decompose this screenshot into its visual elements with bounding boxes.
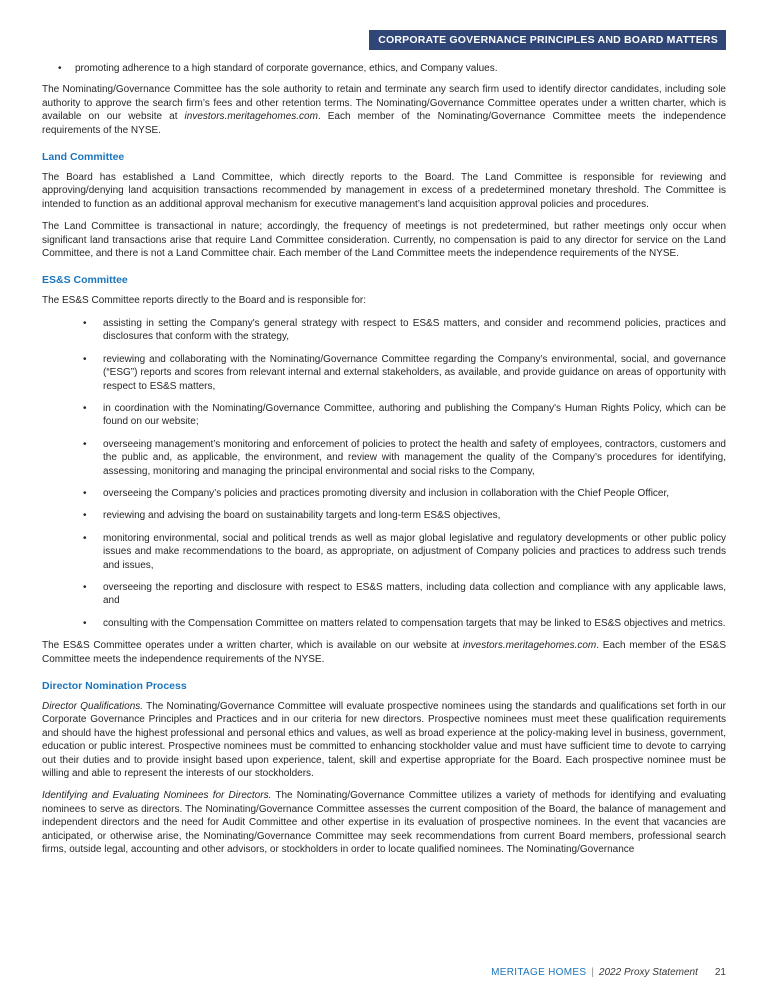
footer-page-number: 21 (714, 967, 726, 978)
paragraph-text: The ES&S Committee operates under a written charter, which is available on our website at (42, 640, 463, 652)
land-committee-paragraph: The Land Committee is transactional in nature; accordingly, the frequency of meetings is not predetermined, but rather meetings only occur when significant land transactions arise that require Land Committee consideration. Currently, no compensation is paid to any director for service on the Land Committee, and there is not a Land Committee chair. Each member of the Land Committee meets the independence requirements of the NYSE. (42, 221, 726, 260)
ess-responsibilities-list (42, 317, 726, 630)
bullet-item: • assisting in setting the Company's general strategy with respect to ES&S matters, and consider and recommend policies, practices and disclosures that conform with the strategy, (42, 317, 726, 344)
page-footer (491, 967, 726, 978)
bullet-item: • monitoring environmental, social and political trends as well as major global legislative and regulatory developments or other public policy issues and make recommendations to the board, as appropriate, on adjustment of Company policies and practices to address such trends and issues, (42, 532, 726, 572)
land-committee-paragraph: The Board has established a Land Committee, which directly reports to the Board. The Land Committee is responsible for reviewing and approving/denying land acquisition transactions recommended by management in excess of a predetermined monetary threshold. The Committee is intended to function as an additional approval mechanism for executive management’s land acquisition approval policies and procedures. (42, 172, 726, 210)
bullet-item: • overseeing the reporting and disclosure with respect to ES&S matters, including data collection and compliance with any applicable laws, and (42, 581, 726, 608)
footer-brand: MERITAGE HOMES (491, 967, 587, 978)
paragraph-text: The Nominating/Governance Committee will evaluate prospective nominees using the standards and qualifications set forth in our Corporate Governance Principles and Practices and in our criteria for new directors. Prospective nominees must meet these qualification requirements and should have the highest professional and personal ethics and values, as well as broad experience at the policy-making level in business, government, education or public interest. Prospective nominees must be committed to enhancing stockholder value and must have sufficient time to devote to carrying out their duties and to provide insight based upon experience, talent, skill and expertise appropriate for the Board. Each prospective nominee must be willing and able to represent the interests of our stockholders. (42, 701, 726, 780)
paragraph-text: The Nominating/Governance Committee has the sole authority to retain and terminate any search firm used to identify director candidates, including sole authority to approve the search firm’s fees and other retention terms. The Nominating/Governance Committee operates under a written charter, which is available on our website at (42, 84, 726, 123)
page-content (42, 30, 726, 865)
paragraph-lead-in: Identifying and Evaluating Nominees for Directors. (42, 790, 272, 802)
nominating-committee-paragraph (42, 83, 726, 137)
ess-intro-text: The ES&S Committee reports directly to the Board and is responsible for: (42, 295, 367, 307)
bullet-item: • overseeing management’s monitoring and enforcement of policies to protect the health and safety of employees, contractors, customers and the public and, as applicable, the environment, and review with management the quality of the Company’s procedures for identifying, assessing, monitoring and managing the principal environmental and social risks to the Company, (42, 438, 726, 478)
bullet-item: • reviewing and collaborating with the Nominating/Governance Committee regarding the Company’s environmental, social, and governance (“ESG”) reports and scores from relevant internal and external stakeholders, as available, and provide guidance on areas of opportunity with respect to ES&S matters, (42, 353, 726, 393)
bullet-item: • reviewing and advising the board on sustainability targets and long-term ES&S objectives, (42, 509, 726, 522)
identifying-nominees-paragraph (42, 789, 726, 856)
ess-committee-heading: ES&S Committee (42, 274, 128, 287)
website-url: investors.meritagehomes.com (462, 640, 597, 652)
website-url: investors.meritagehomes.com (184, 111, 318, 123)
ess-closing-paragraph (42, 639, 726, 666)
land-committee-heading: Land Committee (42, 151, 125, 164)
footer-doc-title: 2022 Proxy Statement (598, 967, 698, 978)
header-badge-row (42, 30, 726, 50)
director-qualifications-paragraph (42, 700, 726, 780)
bullet-item: • in coordination with the Nominating/Governance Committee, authoring and publishing the Company's Human Rights Policy, which can be found on our website; (42, 402, 726, 429)
paragraph-text: . Each member of the Nominating/Governance Committee meets the independence requirements of the NYSE. (42, 111, 727, 136)
page-header-badge: CORPORATE GOVERNANCE PRINCIPLES AND BOARD MATTERS (369, 30, 726, 50)
bullet-item: • consulting with the Compensation Committee on matters related to compensation targets that may be linked to ES&S objectives and metrics. (42, 617, 726, 630)
paragraph-lead-in: Director Qualifications. (42, 701, 144, 712)
intro-bullet-text: promoting adherence to a high standard of corporate governance, ethics, and Company values. (75, 63, 498, 74)
intro-bullet-item (42, 62, 726, 75)
paragraph-text: The Nominating/Governance Committee utilizes a variety of methods for identifying and evaluating nominees to serve as directors. The Nominating/Governance Committee assesses the current composition of the Board, the balance of management and independent directors and the need for Audit Committee and other expertise in its evaluation of prospective nominees. In the event that vacancies are anticipated, or otherwise arise, the Nominating/Governance Committee may seek recommendations from current Board members, professional search firms, outside legal, accounting and other advisors, or stockholders in order to locate qualified nominees. The Nominating/Governance (42, 790, 726, 856)
bullet-item: • overseeing the Company’s policies and practices promoting diversity and inclusion in collaboration with the Chief People Officer, (42, 487, 726, 500)
paragraph-text: . Each member of the ES&S Committee meets the independence requirements of the NYSE. (42, 640, 726, 665)
footer-separator: | (591, 967, 594, 978)
director-nomination-heading: Director Nomination Process (42, 680, 187, 692)
